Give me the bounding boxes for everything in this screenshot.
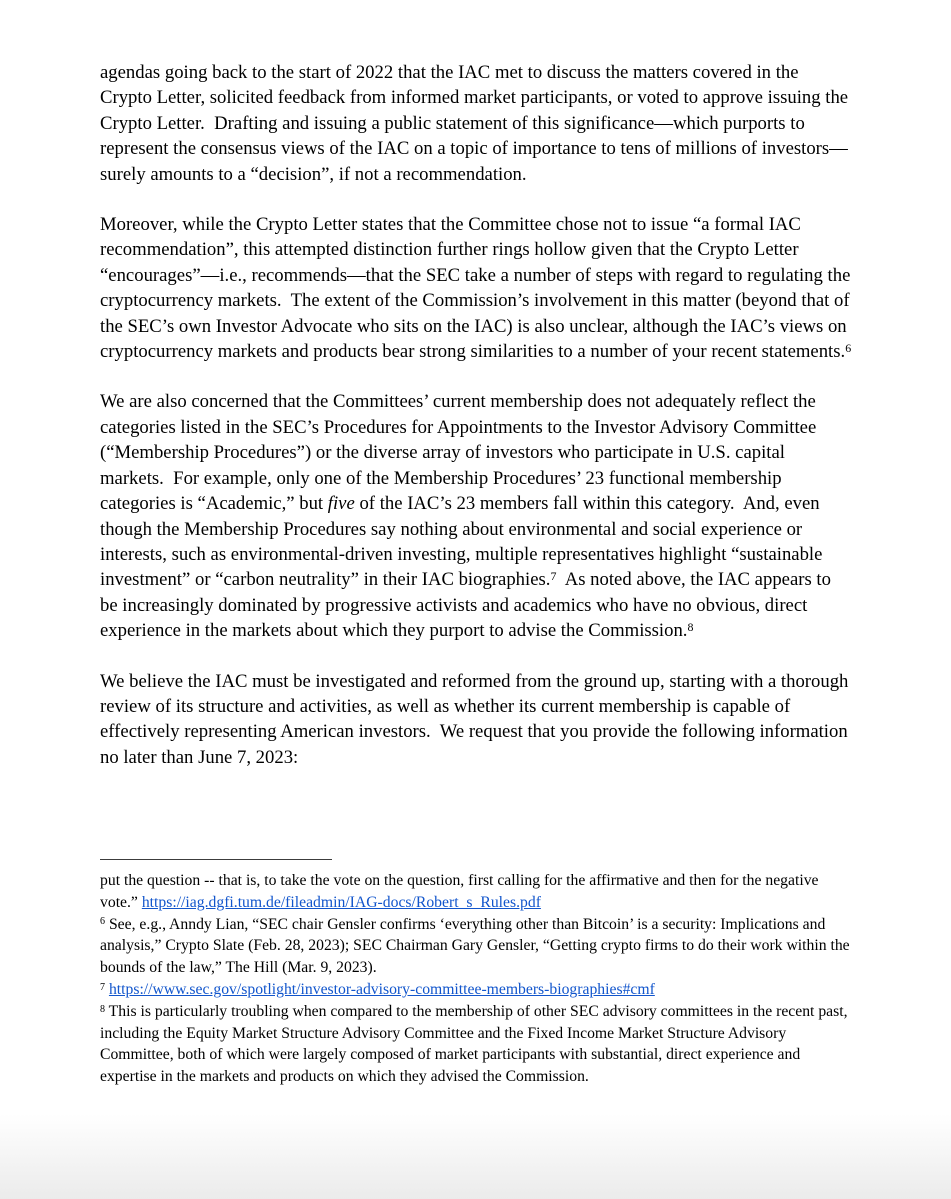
- text-run: See, e.g., Anndy Lian, “SEC chair Gensler confirms ‘everything other than Bitcoin’ is a security: Implications and analysis,” Crypto Slate (Feb. 28, 2023); SEC Chairman Gary Gensler, “Getting crypto firms to do their work within the bounds of the law,” The Hill (Mar. 9, 2023).: [100, 915, 854, 977]
- footnote-reference: 6: [100, 916, 106, 928]
- text-run: Moreover, while the Crypto Letter states that the Committee chose not to issue “a formal IAC recommendation”, this attempted distinction further rings hollow given that the Crypto Letter “encourages”—i.e., recommends—that the SEC take a number of steps with regard to regulating the cryptocurrency markets. The extent of the Commission’s involvement in this matter (beyond that of the SEC’s own Investor Advocate who sits on the IAC) is also unclear, although the IAC’s views on cryptocurrency markets and products bear strong similarities to a number of your recent statements.: [100, 214, 856, 363]
- paragraph-2: [100, 212, 856, 364]
- footnote-reference: 8: [687, 620, 694, 635]
- footnote-reference: 7: [100, 981, 106, 993]
- footnotes-section: [100, 859, 856, 1088]
- footnote-continuation: [100, 870, 856, 914]
- text-run: agendas going back to the start of 2022 that the IAC met to discuss the matters covered in the Crypto Letter, solicited feedback from informed market participants, or voted to approve issuing the Crypto Letter. Drafting and issuing a public statement of this significance—which purports to represent the consensus views of the IAC on a topic of importance to tens of millions of investors—surely amounts to a “decision”, if not a recommendation.: [100, 62, 853, 185]
- text-run: This is particularly troubling when compared to the membership of other SEC advisory committees in the recent past, including the Equity Market Structure Advisory Committee and the Fixed Income Market Structure Advisory Committee, both of which were largely composed of market participants with substantial, direct experience and expertise in the markets and products on which they advised the Commission.: [100, 1002, 852, 1086]
- text-run: five: [327, 493, 355, 515]
- text-run: put the question -- that is, to take the vote on the question, first calling for the affirmative and then for the negative vote.”: [100, 872, 823, 911]
- paragraph-3: [100, 389, 852, 643]
- footnote-reference: 6: [845, 341, 852, 356]
- letter-body: [100, 60, 856, 795]
- hyperlink[interactable]: https://iag.dgfi.tum.de/fileadmin/IAG-docs/Robert_s_Rules.pdf: [141, 893, 541, 911]
- text-run: of the IAC’s 23 members fall within this category. And, even though the Membership Procedures say nothing about environmental and social experience or interests, such as environmental-driven investing, multiple representatives highlight “sustainable investment” or “carbon neutrality” in their IAC biographies.: [100, 493, 828, 591]
- footnote-separator: [100, 859, 332, 860]
- text-run: We believe the IAC must be investigated and reformed from the ground up, starting with a thorough review of its structure and activities, as well as whether its current membership is capable of effectively representing American investors. We request that you provide the following information no later than June 7, 2023:: [100, 670, 854, 768]
- footnote-7: [100, 979, 856, 1001]
- text-run: As noted above, the IAC appears to be increasingly dominated by progressive activists and academics who have no obvious, direct experience in the markets about which they purport to advise the Commission.: [100, 569, 836, 642]
- footnotes-list: [100, 870, 856, 1088]
- footnote-6: [100, 914, 856, 979]
- text-run: We are also concerned that the Committees’ current membership does not adequately reflect the categories listed in the SEC’s Procedures for Appointments to the Investor Advisory Committee (“Membership Procedures”) or the diverse array of investors who participate in U.S. capital markets. For example, only one of the Membership Procedures’ 23 functional membership categories is “Academic,” but: [100, 391, 821, 515]
- footnote-8: [100, 1001, 856, 1088]
- hyperlink[interactable]: https://www.sec.gov/spotlight/investor-advisory-committee-members-biographies#cmf: [108, 980, 655, 998]
- paragraph-4: [100, 669, 852, 771]
- footnote-reference: 8: [100, 1003, 106, 1015]
- paragraph-1: [100, 60, 852, 187]
- footnote-reference: 7: [550, 569, 557, 584]
